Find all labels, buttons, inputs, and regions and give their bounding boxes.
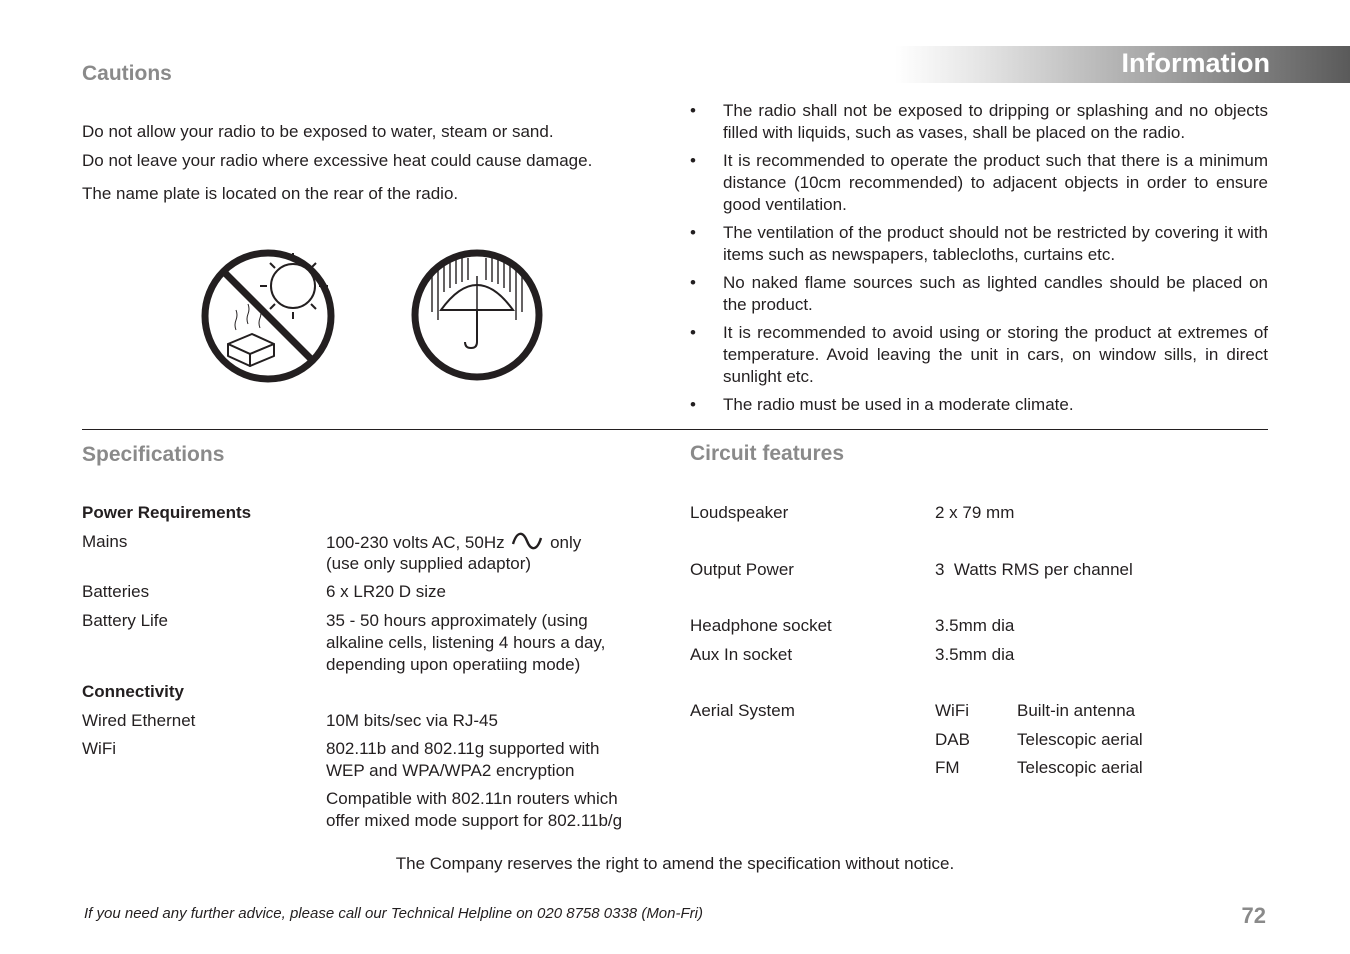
- spec-value-wifi: WEP and WPA/WPA2 encryption: [326, 761, 575, 780]
- cautions-heading: Cautions: [82, 62, 172, 85]
- caution-line: Do not leave your radio where excessive heat could cause damage.: [82, 151, 593, 170]
- aerial-type: Telescopic aerial: [1017, 758, 1143, 777]
- list-item: [690, 100, 1268, 144]
- mains-only-text: only: [550, 533, 582, 552]
- bullet-glyph: •: [690, 323, 696, 342]
- feature-label: Loudspeaker: [690, 503, 789, 522]
- spec-label-wired-ethernet: Wired Ethernet: [82, 711, 196, 730]
- caution-bullet-list: [690, 100, 1268, 422]
- bullet-text: The ventilation of the product should not be restricted by covering it with items such as newspapers, tablecloths, curtains etc.: [723, 223, 1268, 264]
- helpline-note: If you need any further advice, please call our Technical Helpline on 020 8758 0338 (Mon-Fri): [84, 905, 703, 922]
- spec-label-mains: Mains: [82, 532, 128, 551]
- feature-label: Aerial System: [690, 701, 795, 720]
- aerial-band: WiFi: [935, 701, 969, 720]
- connectivity-subheading: Connectivity: [82, 682, 185, 701]
- caution-line: Do not allow your radio to be exposed to water, steam or sand.: [82, 122, 554, 141]
- spec-label-batteries: Batteries: [82, 582, 150, 601]
- section-divider: [82, 429, 1268, 430]
- spec-value-wifi-compat: offer mixed mode support for 802.11b/g: [326, 811, 623, 830]
- feature-label: Output Power: [690, 560, 794, 579]
- bullet-glyph: •: [690, 273, 696, 292]
- list-item: [690, 150, 1268, 216]
- feature-label: Headphone socket: [690, 616, 832, 635]
- bullet-text: It is recommended to operate the product such that there is a minimum distance (10cm recommended) to adjacent objects in order to ensure good ventilation.: [723, 151, 1268, 214]
- spec-value-wifi: 802.11b and 802.11g supported with: [326, 739, 600, 758]
- page-title: Information: [1121, 48, 1270, 78]
- bullet-glyph: •: [690, 223, 696, 242]
- spec-value-batteries: 6 x LR20 D size: [326, 582, 446, 601]
- bullet-text: The radio shall not be exposed to dripping or splashing and no objects filled with liquids, such as vases, shall be placed on the radio.: [723, 101, 1268, 142]
- spec-value-wifi-compat: Compatible with 802.11n routers which: [326, 789, 618, 808]
- feature-label: Aux In socket: [690, 645, 793, 664]
- power-requirements-subheading: Power Requirements: [82, 503, 252, 522]
- spec-value-mains-note: (use only supplied adaptor): [326, 554, 532, 573]
- bullet-text: The radio must be used in a moderate climate.: [723, 395, 1074, 414]
- bullet-text: It is recommended to avoid using or storing the product at extremes of temperature. Avoid leaving the unit in cars, on window sills, in direct sunlight etc.: [723, 323, 1268, 386]
- no-heat-sun-icon: [200, 248, 336, 384]
- page-number: 72: [1241, 903, 1266, 928]
- aerial-band: FM: [935, 758, 960, 777]
- spec-value-battery-life: alkaline cells, listening 4 hours a day,: [326, 633, 606, 652]
- list-item: [690, 222, 1268, 266]
- list-item: [690, 322, 1268, 388]
- mains-voltage-text: 100-230 volts AC, 50Hz: [326, 533, 505, 552]
- feature-value: 2 x 79 mm: [935, 503, 1015, 522]
- bullet-text: No naked flame sources such as lighted candles should be placed on the product.: [723, 273, 1268, 314]
- aerial-type: Built-in antenna: [1017, 701, 1136, 720]
- spec-value-battery-life: depending upon operatiing mode): [326, 655, 581, 674]
- feature-value: 3 Watts RMS per channel: [935, 560, 1133, 579]
- ac-wave-icon: [511, 531, 543, 551]
- bullet-glyph: •: [690, 151, 696, 170]
- spec-label-battery-life: Battery Life: [82, 611, 168, 630]
- list-item: [690, 394, 1268, 416]
- specifications-heading: Specifications: [82, 443, 225, 466]
- aerial-band: DAB: [935, 730, 970, 749]
- list-item: [690, 272, 1268, 316]
- specification-notice: The Company reserves the right to amend the specification without notice.: [395, 854, 955, 873]
- feature-value: 3.5mm dia: [935, 645, 1015, 664]
- circuit-features-heading: Circuit features: [690, 442, 845, 465]
- aerial-type: Telescopic aerial: [1017, 730, 1143, 749]
- spec-value-mains: [326, 531, 581, 554]
- spec-label-wifi: WiFi: [82, 739, 116, 758]
- bullet-glyph: •: [690, 395, 696, 414]
- spec-value-battery-life: 35 - 50 hours approximately (using: [326, 611, 588, 630]
- feature-value: 3.5mm dia: [935, 616, 1015, 635]
- rain-umbrella-icon: [410, 248, 544, 382]
- caution-line: The name plate is located on the rear of the radio.: [82, 184, 459, 203]
- header-banner: [895, 46, 1350, 83]
- bullet-glyph: •: [690, 101, 696, 120]
- spec-value-wired-ethernet: 10M bits/sec via RJ-45: [326, 711, 498, 730]
